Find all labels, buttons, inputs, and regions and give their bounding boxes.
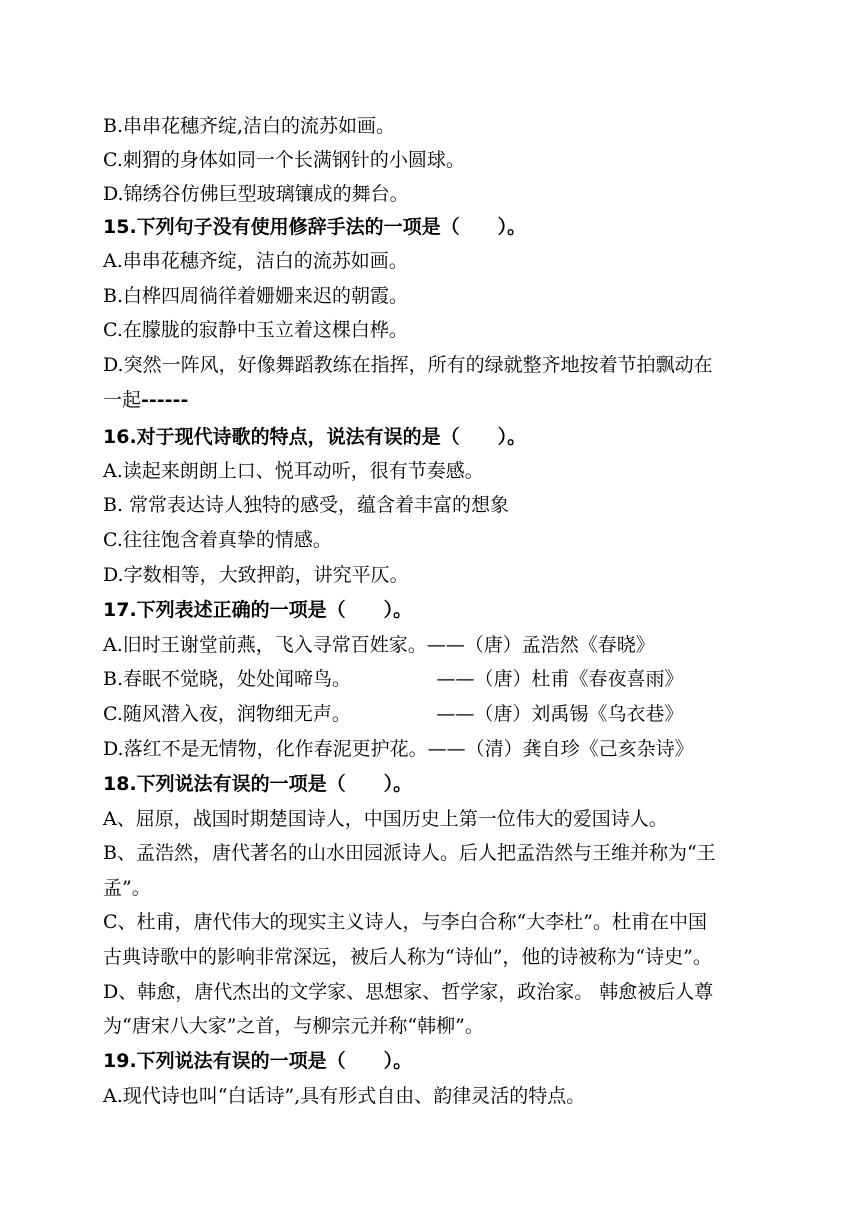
q18-option-d-line1: D、韩愈，唐代杰出的文学家、思想家、哲学家，政治家。 韩愈被后人尊 bbox=[103, 981, 714, 1003]
q15-option-d-line2 bbox=[103, 386, 763, 414]
q19-option-a: A.现代诗也叫“白话诗”,具有形式自由、韵律灵活的特点。 bbox=[103, 1085, 586, 1107]
q18-option-c-line2: 古典诗歌中的影响非常深远，被后人称为“诗仙”，他的诗被称为“诗史”。 bbox=[103, 946, 712, 968]
q18-stem: 18.下列说法有误的一项是（ ）。 bbox=[103, 773, 413, 795]
q17-option-d: D.落红不是无情物，化作春泥更护花。——（清）龚自珍《己亥杂诗》 bbox=[103, 738, 694, 760]
q16-option-d: D.字数相等，大致押韵，讲究平仄。 bbox=[103, 564, 409, 586]
q15-option-c: C.在朦胧的寂静中玉立着这棵白桦。 bbox=[103, 319, 408, 341]
q16-option-a: A.读起来朗朗上口、悦耳动听，很有节奏感。 bbox=[103, 460, 484, 482]
q17-option-a: A.旧时王谢堂前燕，飞入寻常百姓家。——（唐）孟浩然《春晓》 bbox=[103, 634, 655, 656]
q17-option-b: B.春眠不觉晓，处处闻啼鸟。 ——（唐）杜甫《春夜喜雨》 bbox=[103, 668, 684, 690]
q18-option-b-line1: B、孟浩然，唐代著名的山水田园派诗人。后人把孟浩然与王维并称为“王 bbox=[103, 842, 716, 864]
q14-option-c: C.刺猬的身体如同一个长满钢针的小圆球。 bbox=[103, 149, 465, 171]
q15-option-a: A.串串花穗齐绽，洁白的流苏如画。 bbox=[103, 250, 408, 272]
q16-option-b: B. 常常表达诗人独特的感受，蕴含着丰富的想象 bbox=[103, 494, 510, 516]
q15-option-b: B.白桦四周徜徉着姗姗来迟的朝霞。 bbox=[103, 285, 409, 307]
q18-option-b-line2: 孟”。 bbox=[103, 877, 151, 899]
q17-stem: 17.下列表述正确的一项是（ ）。 bbox=[103, 599, 413, 621]
q15-option-d-dashes: ------ bbox=[141, 389, 189, 411]
q18-option-a: A、屈原，战国时期楚国诗人，中国历史上第一位伟大的爱国诗人。 bbox=[103, 808, 668, 830]
q18-option-d-line2: 为“唐宋八大家”之首，与柳宗元并称“韩柳”。 bbox=[103, 1015, 484, 1037]
q16-stem: 16.对于现代诗歌的特点，说法有误的是（ ）。 bbox=[103, 426, 527, 448]
q14-option-d: D.锦绣谷仿佛巨型玻璃镶成的舞台。 bbox=[103, 183, 409, 205]
q15-stem: 15.下列句子没有使用修辞手法的一项是（ ）。 bbox=[103, 216, 527, 238]
q18-option-c-line1: C、杜甫，唐代伟大的现实主义诗人，与李白合称“大李杜”。杜甫在中国 bbox=[103, 911, 707, 933]
q15-option-d-line1: D.突然一阵风，好像舞蹈教练在指挥，所有的绿就整齐地按着节拍飘动在 bbox=[103, 354, 713, 376]
q16-option-c: C.往往饱含着真挚的情感。 bbox=[103, 529, 332, 551]
q15-option-d-line2-text: 一起 bbox=[103, 389, 142, 411]
q17-option-c: C.随风潜入夜，润物细无声。 ——（唐）刘禹锡《乌衣巷》 bbox=[103, 703, 684, 725]
q14-option-b: B.串串花穗齐绽,洁白的流苏如画。 bbox=[103, 115, 396, 137]
q19-stem: 19.下列说法有误的一项是（ ）。 bbox=[103, 1050, 413, 1072]
